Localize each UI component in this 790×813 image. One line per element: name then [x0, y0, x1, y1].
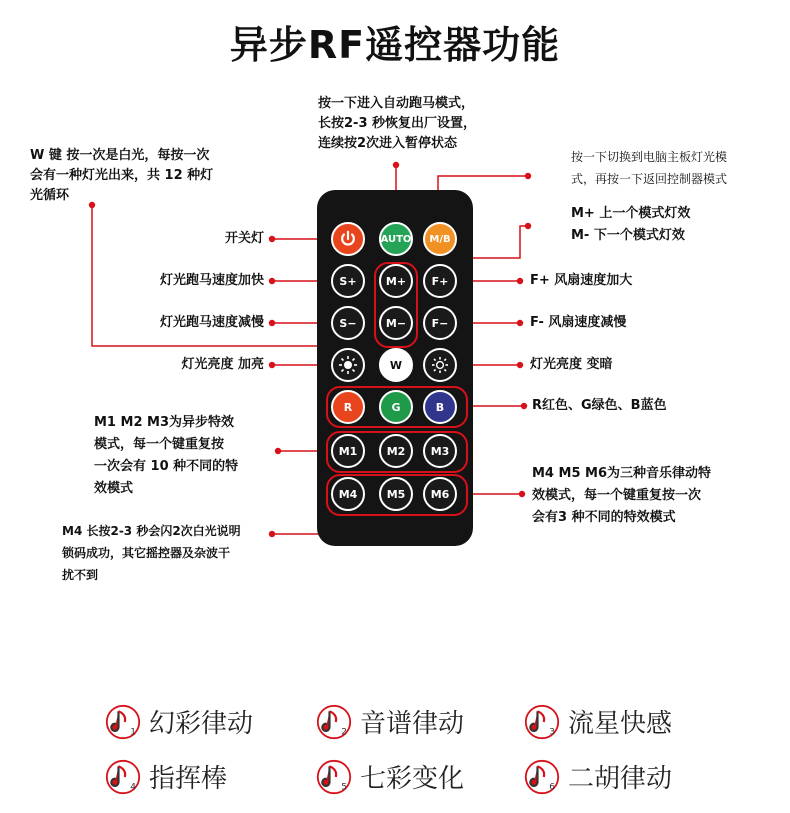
auto-description — [318, 94, 476, 154]
music-note-icon — [524, 704, 560, 740]
feature-text: 指挥棒 — [149, 764, 228, 794]
feature-text: 幻彩律动 — [149, 709, 254, 739]
brightness-down-button[interactable] — [423, 348, 457, 382]
page-title: 异步RF遥控器功能 — [229, 23, 561, 67]
feature-item — [105, 758, 227, 795]
brightness-down-label: 灯光亮度 变暗 — [530, 357, 613, 372]
m1-button[interactable]: M1 — [331, 434, 365, 468]
f-minus-label: F- 风扇速度减慢 — [530, 315, 627, 330]
m4-desc-line: M4 长按2-3 秒会闪2次白光说明 — [62, 524, 241, 538]
brightness-up-icon — [338, 355, 358, 375]
feature-number: 5 — [341, 782, 347, 793]
mb-description — [571, 146, 727, 190]
auto-desc-line: 连续按2次进入暂停状态 — [318, 136, 458, 151]
auto-desc-line: 按一下进入自动跑马模式， — [318, 96, 475, 111]
music-note-icon — [105, 759, 141, 795]
feature-number: 1 — [130, 727, 136, 738]
music-note-icon — [524, 759, 560, 795]
mb-button[interactable]: M/B — [423, 222, 457, 256]
feature-number: 3 — [549, 727, 555, 738]
m2-button[interactable]: M2 — [379, 434, 413, 468]
feature-item — [524, 703, 672, 740]
power-icon — [339, 230, 357, 248]
rgb-label: R红色、G绿色、B蓝色 — [532, 398, 667, 413]
mb-desc-line: 式，再按一下返回控制器模式 — [571, 172, 728, 186]
feature-number: 2 — [341, 727, 347, 738]
feature-number: 4 — [130, 782, 136, 793]
m-plus-button[interactable]: M+ — [379, 264, 413, 298]
brightness-down-icon — [430, 355, 450, 375]
m456-desc-line: 效模式，每一个键重复按一次 — [532, 488, 702, 503]
w-desc-line: 会有一种灯光出来，共 12 种灯 — [30, 168, 214, 183]
music-note-icon — [105, 704, 141, 740]
m456-desc-line: 会有3 种不同的特效模式 — [532, 510, 676, 525]
auto-desc-line: 长按2-3 秒恢复出厂设置， — [318, 116, 477, 131]
w-description — [30, 146, 280, 206]
m123-desc-line: 效模式 — [94, 481, 134, 496]
s-plus-button[interactable]: S+ — [331, 264, 365, 298]
s-minus-button[interactable]: S− — [331, 306, 365, 340]
m4-button[interactable]: M4 — [331, 477, 365, 511]
feature-text: 七彩变化 — [360, 764, 465, 794]
mpm-desc-line: M- 下一个模式灯效 — [571, 228, 685, 243]
w-button[interactable]: W — [379, 348, 413, 382]
feature-item — [524, 758, 672, 795]
w-desc-line: 光循环 — [30, 188, 70, 203]
mpm-desc-line: M+ 上一个模式灯效 — [571, 206, 691, 221]
brightness-up-label: 灯光亮度 加亮 — [181, 357, 264, 372]
s-plus-label: 灯光跑马速度加快 — [159, 273, 264, 288]
g-button[interactable]: G — [379, 390, 413, 424]
s-minus-label: 灯光跑马速度减慢 — [159, 315, 264, 330]
b-button[interactable]: B — [423, 390, 457, 424]
feature-number: 6 — [549, 782, 555, 793]
m6-button[interactable]: M6 — [423, 477, 457, 511]
m5-button[interactable]: M5 — [379, 477, 413, 511]
power-label: 开关灯 — [224, 231, 264, 246]
brightness-up-button[interactable] — [331, 348, 365, 382]
mb-desc-line: 按一下切换到电脑主板灯光模 — [571, 150, 728, 164]
music-note-icon — [316, 759, 352, 795]
f-plus-button[interactable]: F+ — [423, 264, 457, 298]
feature-text: 二胡律动 — [568, 764, 673, 794]
m4-description — [62, 520, 282, 586]
f-minus-button[interactable]: F− — [423, 306, 457, 340]
auto-button[interactable]: AUTO — [379, 222, 413, 256]
feature-text: 音谱律动 — [360, 709, 465, 739]
mpm-description — [571, 203, 690, 247]
m4-desc-line: 扰不到 — [62, 568, 99, 582]
feature-text: 流星快感 — [568, 709, 673, 739]
music-note-icon — [316, 704, 352, 740]
w-desc-line: W 键 按一次是白光，每按一次 — [30, 148, 210, 163]
m123-desc-line: 一次会有 10 种不同的特 — [94, 459, 239, 474]
feature-item — [316, 703, 464, 740]
m123-desc-line: 模式，每一个键重复按 — [94, 437, 225, 452]
m3-button[interactable]: M3 — [423, 434, 457, 468]
power-button[interactable] — [331, 222, 365, 256]
m456-description — [532, 463, 711, 529]
r-button[interactable]: R — [331, 390, 365, 424]
feature-item — [105, 703, 253, 740]
m456-desc-line: M4 M5 M6为三种音乐律动特 — [532, 466, 711, 481]
feature-item — [316, 758, 464, 795]
m123-description — [94, 412, 284, 500]
f-plus-label: F+ 风扇速度加大 — [530, 273, 633, 288]
m123-desc-line: M1 M2 M3为异步特效 — [94, 415, 234, 430]
m4-desc-line: 锁码成功，其它摇控器及杂波干 — [62, 546, 231, 560]
m-minus-button[interactable]: M− — [379, 306, 413, 340]
